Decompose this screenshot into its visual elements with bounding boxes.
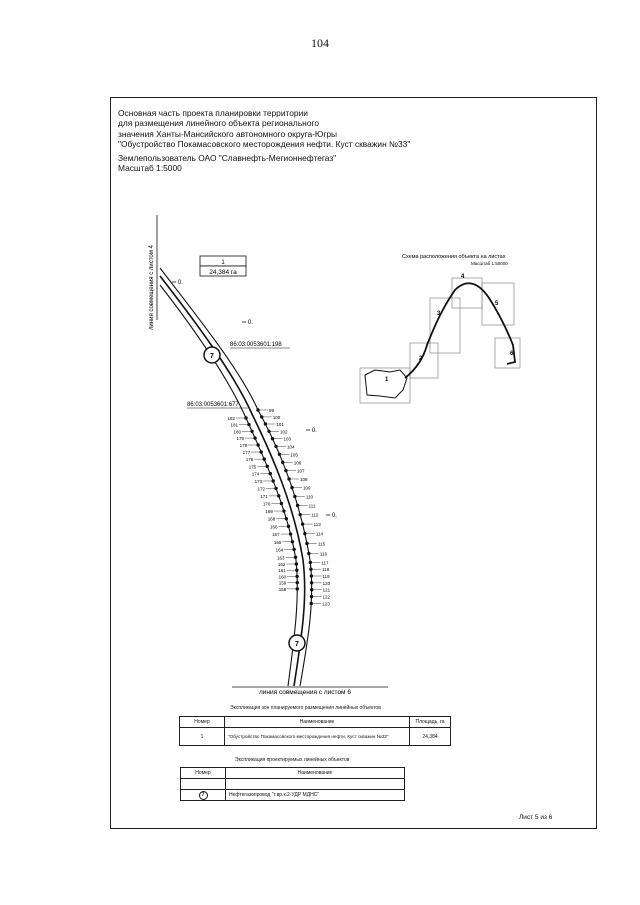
pipeline-marker-number: 7 xyxy=(295,641,299,648)
survey-point-label: 181 xyxy=(230,422,238,428)
survey-point-label: 117 xyxy=(321,560,329,566)
survey-point-label: 165 xyxy=(273,539,282,545)
inset-sheet-5: 5 xyxy=(495,301,499,307)
title-line: значения Ханты-Мансийского автономного округа-Югры xyxy=(118,128,338,139)
survey-point-label: 120 xyxy=(322,580,331,586)
pipeline-number-icon: 7 xyxy=(199,791,208,800)
survey-point-label: 174 xyxy=(251,471,260,477)
survey-point-label: 103 xyxy=(283,436,292,442)
table1-header-name: Наименование xyxy=(225,717,410,728)
survey-point-label: 180 xyxy=(233,429,241,435)
table1-caption: Экспликация зон планируемого размещения линейных объектов xyxy=(230,705,381,711)
table1-cell-number: 1 xyxy=(180,728,225,746)
survey-point-label: 170 xyxy=(262,501,271,507)
survey-point-label: 163 xyxy=(277,555,285,561)
survey-point-label: 161 xyxy=(278,568,286,574)
survey-point-label: 166 xyxy=(270,524,278,530)
inset-sheet-3: 3 xyxy=(437,311,441,317)
survey-point-label: 171 xyxy=(260,493,268,499)
sheet-number: Лист 5 из 6 xyxy=(519,814,553,821)
survey-point-label: 102 xyxy=(280,429,288,435)
hatch-symbol-icon: ═ 0. xyxy=(306,428,317,434)
match-line-top-label: линия совмещения с листом 4 xyxy=(149,245,155,330)
survey-point-label: 109 xyxy=(303,485,311,491)
survey-point-label: 158 xyxy=(278,586,287,592)
survey-point-label: 123 xyxy=(322,601,330,607)
table2-caption: Экспликация проектируемых линейных объектов xyxy=(235,757,350,763)
survey-point-label: 164 xyxy=(275,547,284,553)
survey-point-label: 159 xyxy=(278,580,287,586)
table1-header-area: Площадь, га xyxy=(410,717,451,728)
inset-sheet-1: 1 xyxy=(385,377,389,383)
survey-point-label: 168 xyxy=(267,516,276,522)
survey-point-label: 106 xyxy=(293,460,302,466)
survey-point-label: 118 xyxy=(321,567,330,573)
match-line-bottom-label: линия совмещения с листом 6 xyxy=(259,689,351,696)
table2-header-number: Номер xyxy=(181,768,226,779)
survey-point-label: 108 xyxy=(300,477,308,483)
table1-cell-name: "Обустройство Покамасовского месторождения нефти. Куст скважин №33" xyxy=(225,728,410,746)
table2-header-name: Наименование xyxy=(226,768,405,779)
survey-point-label: 121 xyxy=(322,587,331,593)
land-user: Землепользователь ОАО "Славнефть-Мегионнефтегаз" xyxy=(118,152,337,163)
cadastral-label-677: 86:03:0053601:677 xyxy=(187,402,239,408)
survey-point-label: 107 xyxy=(296,468,305,474)
survey-point-label: 113 xyxy=(313,522,321,528)
survey-point-label: 105 xyxy=(290,452,298,458)
title-line: Основная часть проекта планировки территории xyxy=(118,108,308,118)
survey-point-label: 119 xyxy=(322,574,330,580)
survey-point-label: 122 xyxy=(322,594,331,600)
hatch-symbol-icon: ═ 0. xyxy=(242,320,253,326)
survey-point-label: 116 xyxy=(319,551,328,557)
inset-sheet-4: 4 xyxy=(461,274,465,280)
survey-point-label: 169 xyxy=(265,509,273,515)
pipelines-table xyxy=(180,767,405,801)
survey-point-label: 175 xyxy=(248,464,257,470)
survey-point-label: 162 xyxy=(277,562,286,568)
title-line: для размещения линейного объекта регионального xyxy=(118,118,319,129)
survey-points-right xyxy=(256,408,330,606)
inset-sheet-2: 2 xyxy=(419,356,423,362)
survey-point-label: 112 xyxy=(311,512,319,518)
table1-header-number: Номер xyxy=(180,717,225,728)
area-value: 24,384 га xyxy=(209,269,237,276)
pipeline-route xyxy=(160,276,305,686)
table2-cell-number xyxy=(181,790,226,801)
pipeline-marker-number: 7 xyxy=(210,353,214,360)
inset-sheet-scheme xyxy=(355,250,530,410)
survey-point-label: 115 xyxy=(317,541,326,547)
survey-point-label: 111 xyxy=(308,503,316,509)
zones-table xyxy=(179,716,451,746)
page-number: 104 xyxy=(311,36,329,50)
survey-point-label: 100 xyxy=(272,414,281,420)
table1-cell-area: 24,384 xyxy=(410,728,451,746)
survey-point-label: 179 xyxy=(236,436,245,442)
survey-points-left xyxy=(227,416,299,592)
cadastral-label-198: 86:03:0053601:198 xyxy=(230,342,282,348)
area-number: 1 xyxy=(221,260,225,266)
survey-point-label: 167 xyxy=(272,532,280,538)
survey-point-label: 182 xyxy=(227,416,235,421)
hatch-symbol-icon: ═ 0. xyxy=(172,280,183,286)
survey-point-label: 176 xyxy=(245,457,254,463)
inset-sheet-6: 6 xyxy=(510,351,514,357)
inset-scale: Масштаб 1:50000 xyxy=(471,261,508,266)
survey-point-label: 114 xyxy=(315,531,324,537)
survey-point-label: 104 xyxy=(287,444,295,450)
survey-point-label: 172 xyxy=(257,486,266,492)
inset-title: Схема расположения объекта на листах xyxy=(402,254,506,260)
survey-point-label: 101 xyxy=(276,421,284,427)
survey-point-label: 160 xyxy=(278,574,287,580)
scale-label: Масштаб 1:5000 xyxy=(118,163,182,174)
survey-point-label: 99 xyxy=(269,408,275,413)
survey-point-label: 110 xyxy=(305,494,314,500)
corridor-outer-boundary xyxy=(160,268,312,686)
hatch-symbol-icon: ═ 0. xyxy=(326,513,337,519)
survey-point-label: 178 xyxy=(239,442,248,448)
survey-point-label: 173 xyxy=(254,478,263,484)
title-line: "Обустройство Покамасовского месторождения нефти. Куст скважин №33" xyxy=(118,139,411,150)
survey-point-label: 177 xyxy=(242,450,251,456)
table2-cell-name: Нефтегазопровод "т.вр.к.2-УДР МДНС" xyxy=(226,790,405,801)
